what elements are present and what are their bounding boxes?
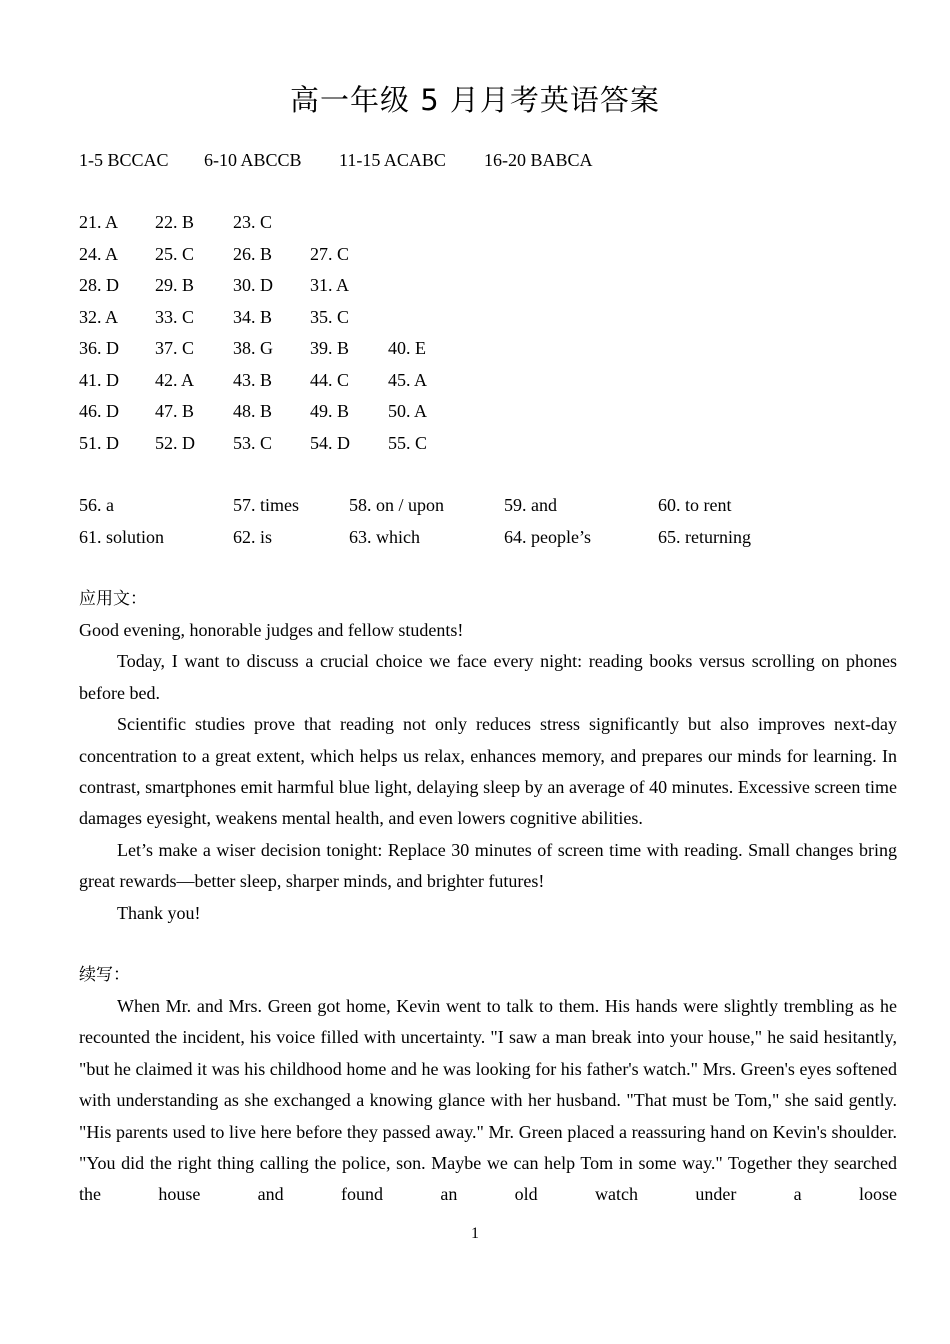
paragraph: Good evening, honorable judges and fellow students!	[79, 620, 464, 640]
fill-item: 65. returning	[658, 526, 751, 547]
answer-group: 1-5 BCCAC	[79, 150, 169, 170]
paragraph: Let’s make a wiser decision tonight: Replace 30 minutes of screen time with reading. Small changes bring great rewards—better sleep, sharper minds, and brighter futures!	[79, 839, 897, 892]
answer-item: 47. B	[155, 401, 195, 421]
answer-item: 33. C	[155, 306, 195, 327]
answer-item: 36. D	[79, 338, 119, 358]
fill-item: 61. solution	[79, 526, 165, 547]
answer-item: 21. A	[79, 212, 119, 232]
fill-item: 60. to rent	[658, 495, 732, 515]
paragraph: Scientific studies prove that reading not only reduces stress significantly but also improves next-day concentration to a great extent, which helps us relax, enhances memory, and prepares our minds for learning. In contrast, smartphones emit harmful blue light, delaying sleep by an average of 40 minutes. Excessive screen time damages eyesight, weakens mental health, and even lowers cognitive abilities.	[79, 714, 897, 829]
answer-group: 11-15 ACABC	[339, 150, 446, 170]
answer-item: 46. D	[79, 401, 119, 421]
answer-item: 32. A	[79, 306, 119, 327]
answer-group: 16-20 BABCA	[484, 150, 593, 170]
paragraph: When Mr. and Mrs. Green got home, Kevin went to talk to them. His hands were slightly trembling as he recounted the incident, his voice filled with uncertainty. "I saw a man break into your house," he said hesitantly, "but he claimed it was his childhood home and he was looking for his father's watch." Mrs. Green's eyes softened with understanding as she exchanged a knowing glance with her husband. "That must be Tom," she said gently. "His parents used to live here before they passed away." Mr. Green placed a reassuring hand on Kevin's shoulder. "You did the right thing calling the police, son. Maybe we can help Tom in some way." Together they searched the house and found an old watch under a loose	[79, 996, 897, 1205]
fill-item: 59. and	[504, 495, 557, 515]
answer-item: 41. D	[79, 369, 119, 390]
answer-item: 49. B	[310, 401, 350, 421]
continuation-writing	[79, 991, 897, 1211]
paragraph: Today, I want to discuss a crucial choice we face every night: reading books versus scrolling on phones before bed.	[79, 651, 897, 703]
answer-item: 24. A	[79, 243, 119, 264]
continuation-heading: 续写：	[79, 965, 130, 985]
fill-item: 56. a	[79, 495, 114, 515]
answer-item: 54. D	[310, 432, 350, 453]
practical-heading: 应用文：	[79, 589, 147, 609]
answer-item: 38. G	[233, 338, 273, 358]
fill-item: 62. is	[233, 526, 273, 547]
answer-item: 45. A	[388, 369, 428, 390]
answer-item: 42. A	[155, 369, 195, 390]
answer-item: 52. D	[155, 432, 195, 453]
answer-item: 51. D	[79, 432, 119, 453]
answer-item: 28. D	[79, 275, 119, 295]
fill-item: 58. on / upon	[349, 495, 445, 515]
answer-item: 37. C	[155, 338, 195, 358]
fill-item: 57. times	[233, 495, 299, 515]
answer-item: 22. B	[155, 212, 195, 232]
answer-item: 34. B	[233, 306, 273, 327]
answer-item: 39. B	[310, 338, 350, 358]
answer-item: 48. B	[233, 401, 273, 421]
answer-item: 31. A	[310, 275, 350, 295]
document-title: 高一年级 5 月月考英语答案	[290, 83, 660, 117]
answer-group: 6-10 ABCCB	[204, 150, 302, 170]
fill-item: 64. people’s	[504, 526, 591, 547]
answer-item: 44. C	[310, 369, 350, 390]
answer-item: 23. C	[233, 212, 273, 232]
answer-item: 40. E	[388, 338, 426, 358]
answer-item: 29. B	[155, 275, 195, 295]
practical-writing	[79, 615, 897, 929]
fill-item: 63. which	[349, 526, 420, 547]
answer-item: 53. C	[233, 432, 273, 453]
answer-item: 50. A	[388, 401, 428, 421]
answer-item: 27. C	[310, 243, 350, 264]
answer-item: 25. C	[155, 243, 195, 264]
page-number: 1	[471, 1225, 479, 1242]
answer-item: 43. B	[233, 369, 273, 390]
answer-item: 26. B	[233, 243, 273, 264]
paragraph: Thank you!	[117, 902, 201, 923]
answer-item: 55. C	[388, 432, 428, 453]
answer-item: 30. D	[233, 275, 273, 295]
answer-item: 35. C	[310, 306, 350, 327]
